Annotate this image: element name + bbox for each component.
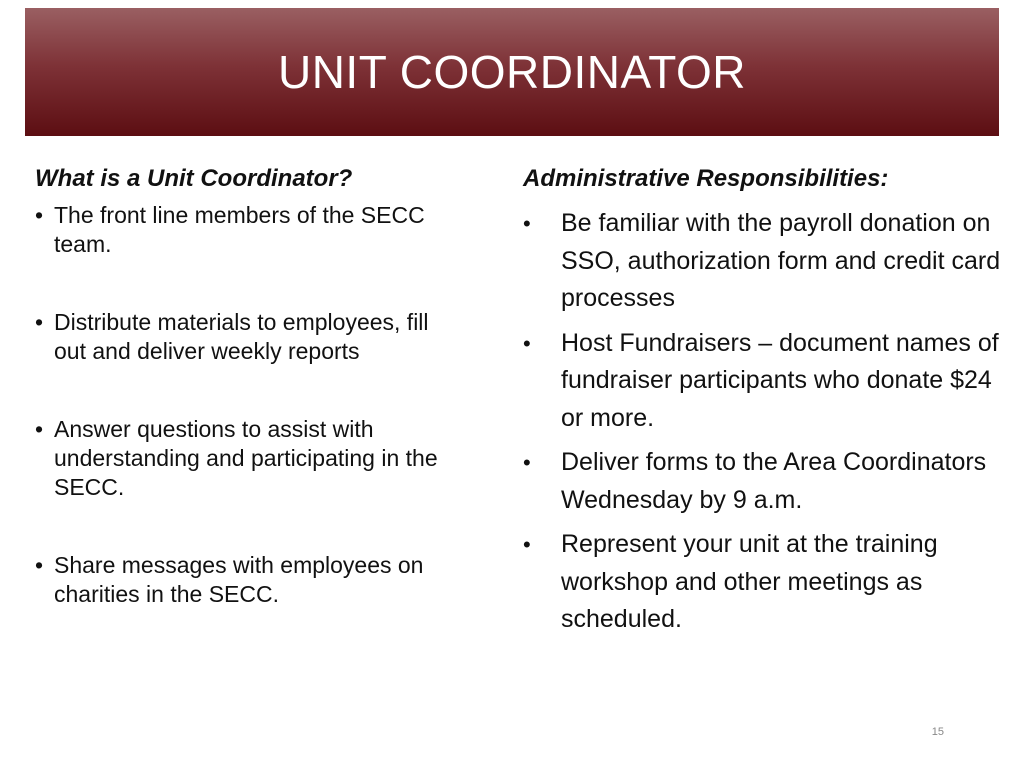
list-item [35, 308, 465, 366]
list-item [35, 551, 465, 609]
list-item [35, 201, 465, 259]
title-banner [25, 8, 999, 136]
list-item-text: Share messages with employees on charities in the SECC. [54, 552, 424, 607]
list-item [35, 415, 465, 502]
list-item [523, 444, 1013, 519]
right-heading: Administrative Responsibilities: [523, 165, 889, 192]
bullet-icon: • [35, 552, 44, 578]
list-item-text: Host Fundraisers – document names of fundraiser participants who donate $24 or more. [561, 328, 999, 432]
bullet-icon: • [35, 202, 44, 228]
left-heading: What is a Unit Coordinator? [35, 165, 353, 192]
bullet-icon: • [523, 330, 531, 356]
list-item-text: Distribute materials to employees, fill out and deliver weekly reports [54, 309, 429, 364]
bullet-icon: • [35, 309, 44, 335]
right-column [523, 163, 1013, 639]
left-bullet-list [35, 201, 465, 609]
list-item-text: Represent your unit at the training workshop and other meetings as scheduled. [561, 530, 938, 633]
bullet-icon: • [523, 211, 531, 236]
list-item [523, 325, 1013, 438]
left-column [35, 163, 465, 609]
list-item [523, 526, 1013, 639]
list-item [523, 205, 1013, 318]
list-item-text: Deliver forms to the Area Coordinators Wednesday by 9 a.m. [561, 448, 987, 514]
slide-title: UNIT COORDINATOR [277, 46, 747, 98]
bullet-icon: • [523, 450, 531, 475]
bullet-icon: • [523, 532, 531, 557]
list-item-text: The front line members of the SECC team. [54, 202, 425, 257]
list-item-text: Answer questions to assist with understanding and participating in the SECC. [54, 416, 438, 500]
right-bullet-list [523, 205, 1013, 639]
list-item-text: Be familiar with the payroll donation on SSO, authorization form and credit card processes [561, 209, 1001, 312]
page-number: 15 [931, 726, 944, 738]
bullet-icon: • [35, 416, 44, 442]
